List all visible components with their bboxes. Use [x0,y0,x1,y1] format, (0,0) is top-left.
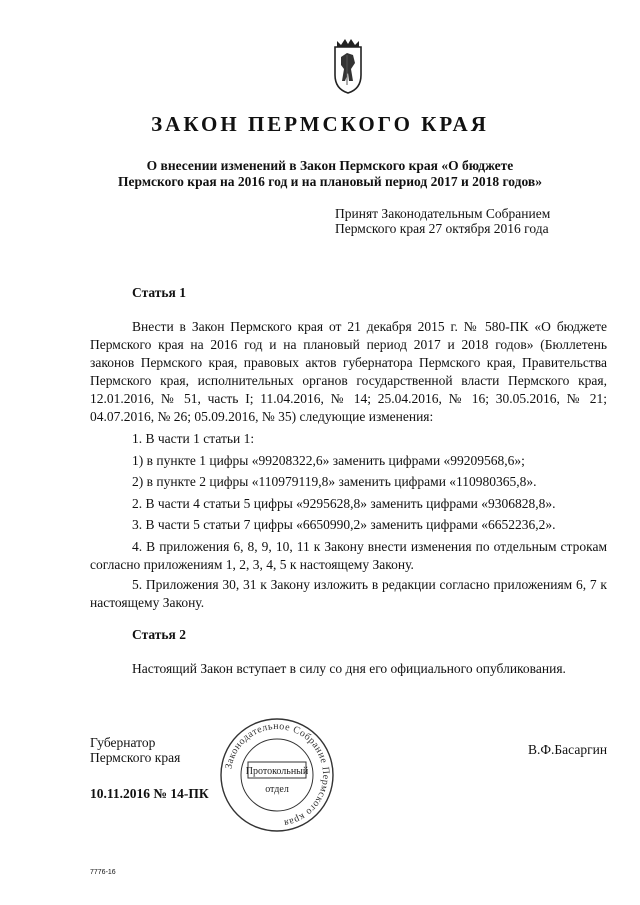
article-1-intro: Внести в Закон Пермского края от 21 декабря 2015 г. № 580-ПК «О бюджете Пермского края на 2016 год и на плановый период 2017 и 2018 годов» (Бюллетень законов Пермского края, правовых актов губернатора Пермского края, Правительства Пермского края, исполнительных органов государственной власти Пермского края, 12.01.2016, № 51, часть I; 11.04.2016, № 14; 25.04.2016, № 16; 30.05.2016, № 21; 04.07.2016, № 26; 05.09.2016, № 35) следующие изменения: [90,319,607,424]
adoption-note [335,206,550,236]
list-item: 1. В части 1 статьи 1: [132,431,255,446]
adoption-line: Принят Законодательным Собранием [335,206,551,221]
list-item: 3. В части 5 статьи 7 цифры «6650990,2» заменить цифрами «6652236,2». [132,517,556,532]
stamp-center-line: Протокольный [245,766,309,777]
subtitle-line: О внесении изменений в Закон Пермского края «О бюджете [146,158,514,173]
official-stamp [218,716,336,834]
coat-of-arms-icon [327,35,369,95]
article-1-heading: Статья 1 [132,285,186,300]
subtitle-line: Пермского края на 2016 год и на плановый период 2017 и 2018 годов» [118,174,542,189]
stamp-ring-text: Законодательное Собрание Пермского края [223,720,332,829]
list-item: 4. В приложения 6, 8, 9, 10, 11 к Закону внести изменения по отдельным строкам согласно приложениям 1, 2, 3, 4, 5 к настоящему Закону. [90,538,607,572]
document-code: 7776-16 [90,869,116,876]
adoption-line: Пермского края 27 октября 2016 года [335,221,549,236]
position-line: Губернатор [90,735,156,750]
signatory-name: В.Ф.Басаргин [528,742,608,757]
article-1-body [90,318,607,612]
date-and-number: 10.11.2016 № 14-ПК [90,786,209,801]
article-2-body [90,660,607,678]
stamp-center-line: отдел [265,784,289,795]
list-item: 5. Приложения 30, 31 к Закону изложить в редакции согласно приложениям 6, 7 к настоящему Закону. [90,576,607,610]
list-item: 2. В части 4 статьи 5 цифры «9295628,8» заменить цифрами «9306828,8». [132,495,556,511]
article-2-text: Настоящий Закон вступает в силу со дня его официального опубликования. [132,661,566,676]
list-item: 1) в пункте 1 цифры «99208322,6» заменить цифрами «99209568,6»; [132,452,525,468]
article-2-heading: Статья 2 [132,627,186,642]
law-title: ЗАКОН ПЕРМСКОГО КРАЯ [151,112,489,136]
list-item: 2) в пункте 2 цифры «110979119,8» заменить цифрами «110980365,8». [132,474,537,489]
position-line: Пермского края [90,750,181,765]
signatory-position [90,735,180,765]
law-subtitle [60,158,600,190]
